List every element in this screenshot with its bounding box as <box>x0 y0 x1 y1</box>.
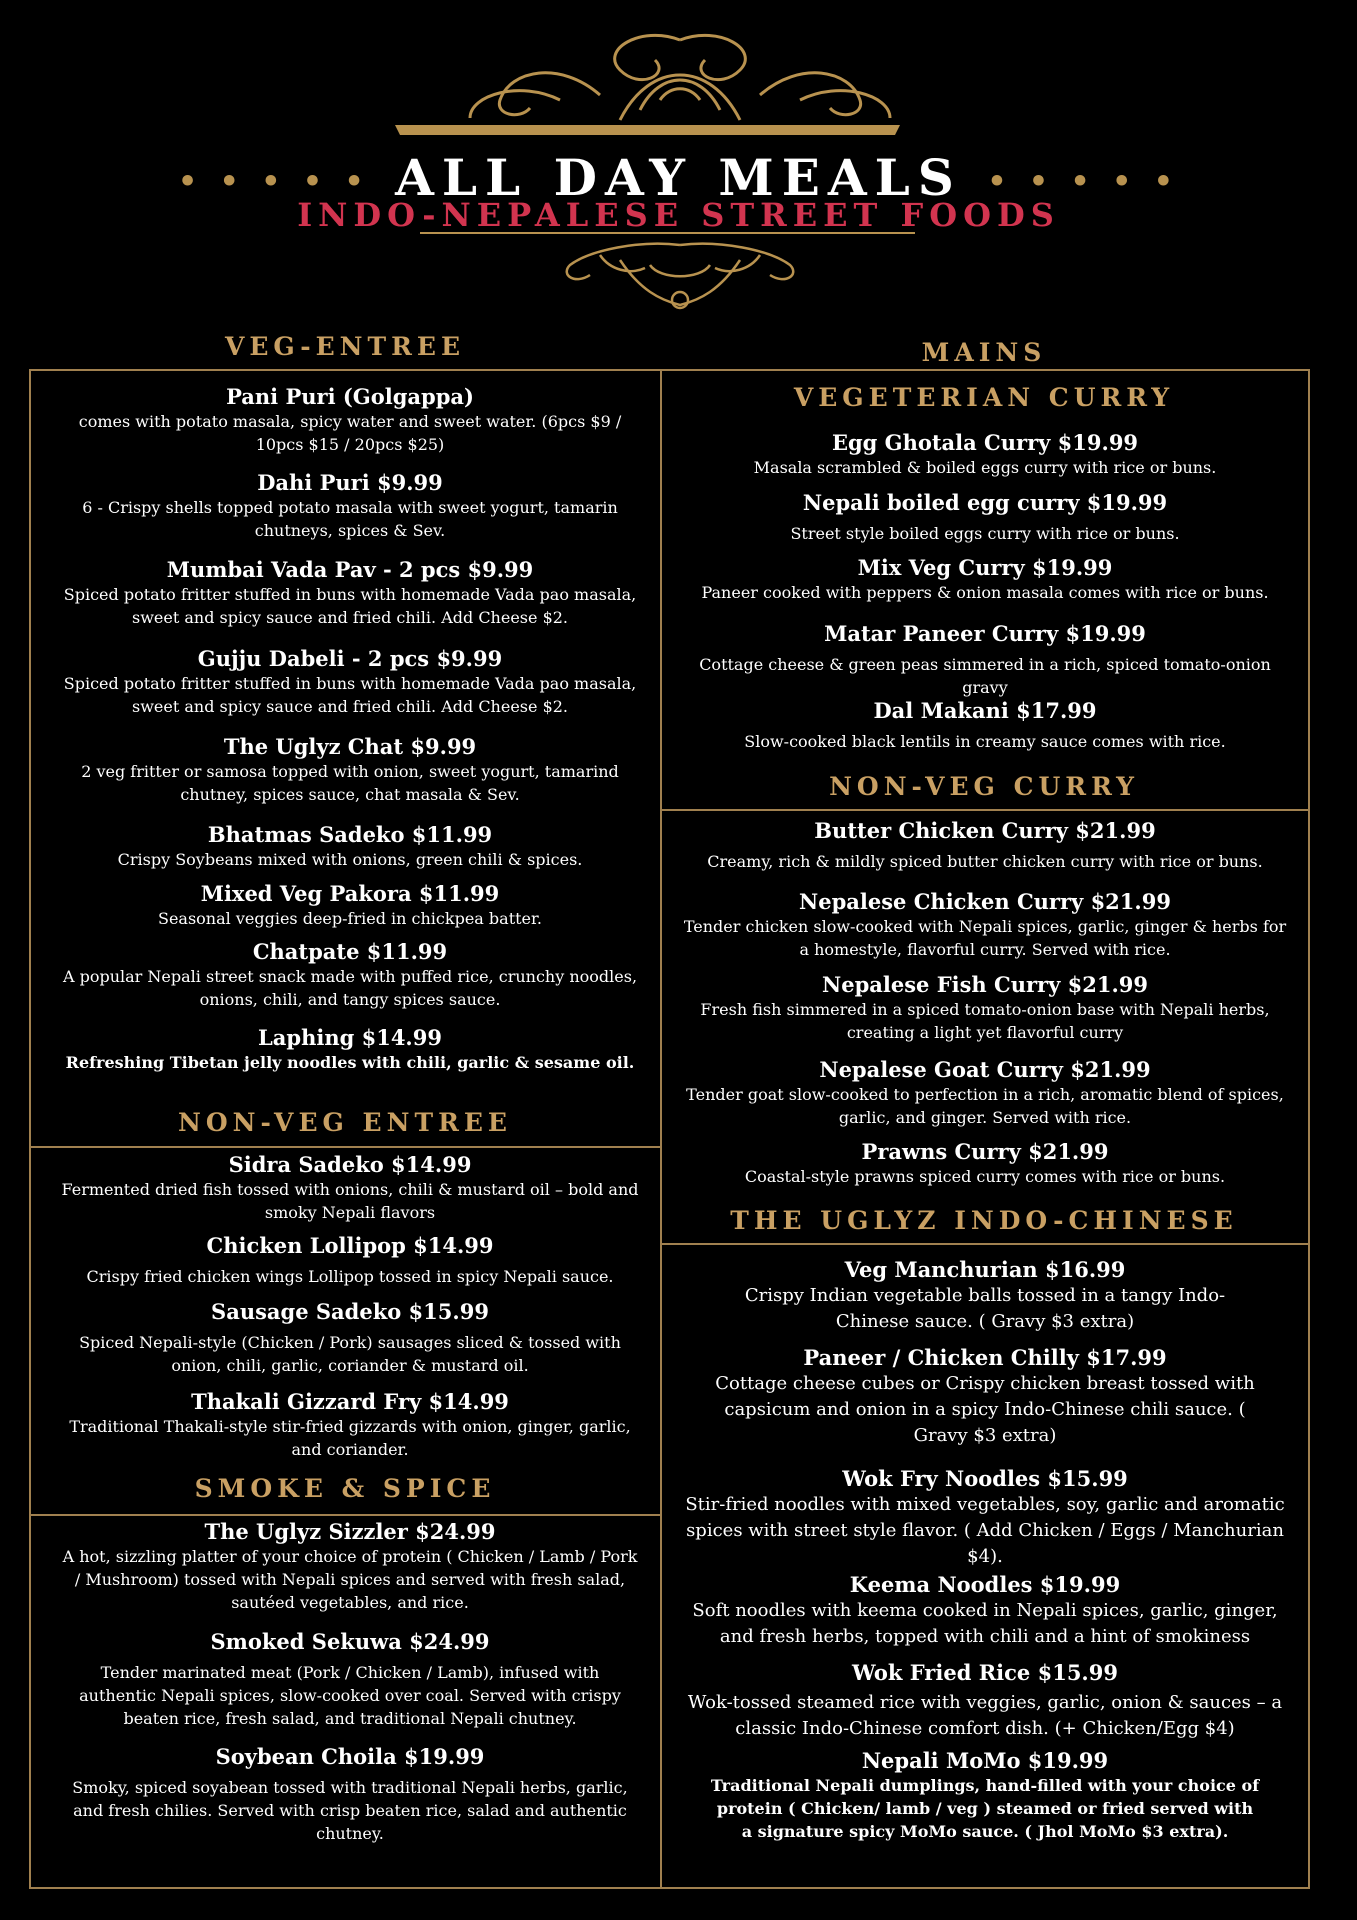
section-title-indo-chinese: THE UGLYZ INDO-CHINESE <box>730 1206 1238 1235</box>
item-description: A hot, sizzling platter of your choice of protein ( Chicken / Lamb / Pork / Mushroom) tossed with Nepali spices and served with fresh salad, sautéed vegetables, and rice. <box>62 1547 638 1612</box>
menu-item-dal-makani <box>680 698 1290 753</box>
section-title-non-veg-entree: NON-VEG ENTREE <box>178 1108 512 1137</box>
item-description: Tender marinated meat (Pork / Chicken / Lamb), infused with authentic Nepali spices, slow-cooked over coal. Served with crispy beaten rice, fresh salad, and traditional Nepali chutney. <box>79 1663 621 1728</box>
item-name: Soybean Choila $19.99 <box>215 1744 485 1769</box>
item-name: Nepali MoMo $19.99 <box>861 1748 1109 1773</box>
menu-item-bhatmas-sadeko <box>60 822 640 871</box>
menu-header <box>0 0 1357 320</box>
menu-item-wok-fried-rice <box>680 1660 1290 1742</box>
item-name: Prawns Curry $21.99 <box>861 1139 1109 1164</box>
item-description: Spiced Nepali-style (Chicken / Pork) sausages sliced & tossed with onion, chili, garlic, coriander & mustard oil. <box>79 1333 621 1375</box>
section-title-vegeterian-curry: VEGETERIAN CURRY <box>793 383 1175 412</box>
menu-item-egg-ghotala-curry <box>680 430 1290 479</box>
item-description: Fermented dried fish tossed with onions, chili & mustard oil – bold and smoky Nepali flavors <box>61 1180 639 1222</box>
item-name: Mix Veg Curry $19.99 <box>857 555 1113 580</box>
item-name: Paneer / Chicken Chilly $17.99 <box>803 1345 1167 1370</box>
menu-item-nepali-momo <box>680 1748 1290 1843</box>
menu-item-nepali-boiled-egg-curry <box>680 490 1290 545</box>
title-dots-left: • • • • • <box>178 164 370 200</box>
item-description: Traditional Nepali dumplings, hand-filled with your choice of protein ( Chicken/ lamb / veg ) steamed or fried served with a signature spicy MoMo sauce. ( Jhol MoMo $3 extra). <box>710 1776 1260 1841</box>
menu-item-mixed-veg-pakora <box>60 881 640 930</box>
divider-smoke-spice <box>29 1514 661 1516</box>
item-description: Street style boiled eggs curry with rice or buns. <box>790 524 1180 543</box>
menu-item-dahi-puri <box>60 470 640 542</box>
item-description: Tender goat slow-cooked to perfection in a rich, aromatic blend of spices, garlic, and ginger. Served with rice. <box>686 1085 1284 1127</box>
item-name: Pani Puri (Golgappa) <box>226 384 474 409</box>
item-description: comes with potato masala, spicy water and sweet water. (6pcs $9 / 10pcs $15 / 20pcs $25) <box>78 412 622 454</box>
item-description: Paneer cooked with peppers & onion masala comes with rice or buns. <box>701 583 1269 602</box>
menu-subtitle: INDO-NEPALESE STREET FOODS <box>297 196 1060 234</box>
item-name: Butter Chicken Curry $21.99 <box>814 818 1156 843</box>
item-name: Smoked Sekuwa $24.99 <box>210 1629 490 1654</box>
item-description: Tender chicken slow-cooked with Nepali spices, garlic, ginger & herbs for a homestyle, flavorful curry. Served with rice. <box>683 917 1287 959</box>
item-description: Cottage cheese & green peas simmered in a rich, spiced tomato-onion gravy <box>699 655 1271 697</box>
item-description: Fresh fish simmered in a spiced tomato-onion base with Nepali herbs, creating a light yet flavorful curry <box>700 1000 1270 1042</box>
item-name: Wok Fry Noodles $15.99 <box>842 1466 1128 1491</box>
item-description: A popular Nepali street snack made with puffed rice, crunchy noodles, onions, chili, and tangy spices sauce. <box>62 967 638 1009</box>
menu-item-keema-noodles <box>680 1572 1290 1650</box>
item-name: Chatpate $11.99 <box>252 939 448 964</box>
menu-item-prawns-curry <box>680 1139 1290 1188</box>
menu-item-chicken-lollipop <box>60 1233 640 1288</box>
item-description: Masala scrambled & boiled eggs curry with rice or buns. <box>753 458 1217 477</box>
menu-item-chatpate <box>60 939 640 1011</box>
item-name: Thakali Gizzard Fry $14.99 <box>191 1389 509 1414</box>
menu-item-veg-manchurian <box>680 1257 1290 1335</box>
item-name: Veg Manchurian $16.99 <box>844 1257 1126 1282</box>
section-title-non-veg-curry: NON-VEG CURRY <box>829 772 1139 801</box>
item-description: 6 - Crispy shells topped potato masala with sweet yogurt, tamarin chutneys, spices & Sev. <box>82 498 618 540</box>
menu-item-nepalese-chicken-curry <box>680 889 1290 961</box>
menu-item-uglyz-sizzler <box>60 1519 640 1614</box>
item-description: 2 veg fritter or samosa topped with onion, sweet yogurt, tamarind chutney, spices sauce, chat masala & Sev. <box>81 762 619 804</box>
divider-non-veg-entree <box>29 1146 661 1148</box>
item-name: Sidra Sadeko $14.99 <box>228 1152 472 1177</box>
item-description: Slow-cooked black lentils in creamy sauce comes with rice. <box>744 732 1226 751</box>
menu-item-gujju-dabeli <box>60 646 640 718</box>
item-name: Mixed Veg Pakora $11.99 <box>200 881 500 906</box>
item-description: Coastal-style prawns spiced curry comes with rice or buns. <box>744 1167 1226 1186</box>
title-dots-right: • • • • • <box>987 164 1179 200</box>
menu-item-paneer-chicken-chilly <box>680 1345 1290 1449</box>
item-description: Creamy, rich & mildly spiced butter chicken curry with rice or buns. <box>707 852 1263 871</box>
section-title-smoke-spice: SMOKE & SPICE <box>194 1474 496 1503</box>
item-description: Spiced potato fritter stuffed in buns with homemade Vada pao masala, sweet and spicy sauce and fried chili. Add Cheese $2. <box>63 585 637 627</box>
divider-indo-chinese <box>661 1243 1310 1245</box>
menu-item-nepalese-goat-curry <box>680 1057 1290 1129</box>
menu-item-butter-chicken-curry <box>680 818 1290 873</box>
item-name: Sausage Sadeko $15.99 <box>211 1299 489 1324</box>
section-title-veg-entree: VEG-ENTREE <box>224 332 466 361</box>
menu-item-mumbai-vada-pav <box>60 557 640 629</box>
item-name: Keema Noodles $19.99 <box>849 1572 1121 1597</box>
menu-item-sidra-sadeko <box>60 1152 640 1224</box>
mains-heading: MAINS <box>921 338 1047 367</box>
item-name: Gujju Dabeli - 2 pcs $9.99 <box>197 646 503 671</box>
menu-item-nepalese-fish-curry <box>680 972 1290 1044</box>
item-description: Traditional Thakali-style stir-fried gizzards with onion, ginger, garlic, and coriander. <box>69 1417 631 1459</box>
item-description: Crispy fried chicken wings Lollipop tossed in spicy Nepali sauce. <box>86 1267 614 1286</box>
item-description: Smoky, spiced soyabean tossed with traditional Nepali herbs, garlic, and fresh chilies. Served with crisp beaten rice, salad and authentic chutney. <box>72 1778 628 1843</box>
item-description: Crispy Indian vegetable balls tossed in a tangy Indo-Chinese sauce. ( Gravy $3 extra) <box>744 1285 1226 1332</box>
item-name: Bhatmas Sadeko $11.99 <box>207 822 493 847</box>
menu-item-pani-puri <box>60 384 640 456</box>
item-description: Soft noodles with keema cooked in Nepali spices, garlic, ginger, and fresh herbs, topped with chili and a hint of smokiness <box>692 1600 1278 1647</box>
menu-item-laphing <box>60 1025 640 1074</box>
item-description: Spiced potato fritter stuffed in buns with homemade Vada pao masala, sweet and spicy sauce and fried chili. Add Cheese $2. <box>63 674 637 716</box>
item-name: Chicken Lollipop $14.99 <box>206 1233 494 1258</box>
item-name: Wok Fried Rice $15.99 <box>852 1660 1118 1685</box>
menu-item-smoked-sekuwa <box>60 1629 640 1730</box>
menu-item-uglyz-chat <box>60 734 640 806</box>
menu-item-wok-fry-noodles <box>680 1466 1290 1570</box>
item-name: Egg Ghotala Curry $19.99 <box>831 430 1139 455</box>
item-description: Seasonal veggies deep-fried in chickpea batter. <box>157 909 542 928</box>
item-name: Nepali boiled egg curry $19.99 <box>802 490 1168 515</box>
item-description: Cottage cheese cubes or Crispy chicken breast tossed with capsicum and onion in a spicy Indo-Chinese chili sauce. ( Gravy $3 extra) <box>715 1373 1255 1446</box>
menu-title-text: ALL DAY MEALS <box>395 148 962 207</box>
item-name: Nepalese Goat Curry $21.99 <box>819 1057 1151 1082</box>
item-name: Laphing $14.99 <box>258 1025 442 1050</box>
item-description: Refreshing Tibetan jelly noodles with chili, garlic & sesame oil. <box>65 1053 635 1072</box>
menu-item-soybean-choila <box>60 1744 640 1845</box>
item-name: Matar Paneer Curry $19.99 <box>824 621 1146 646</box>
menu-item-matar-paneer-curry <box>680 621 1290 699</box>
column-divider <box>660 369 662 1889</box>
item-name: The Uglyz Chat $9.99 <box>223 734 477 759</box>
item-name: Mumbai Vada Pav - 2 pcs $9.99 <box>166 557 534 582</box>
item-name: The Uglyz Sizzler $24.99 <box>204 1519 496 1544</box>
item-name: Dahi Puri $9.99 <box>257 470 443 495</box>
item-description: Wok-tossed steamed rice with veggies, garlic, onion & sauces – a classic Indo-Chinese comfort dish. (+ Chicken/Egg $4) <box>687 1692 1283 1739</box>
item-name: Dal Makani $17.99 <box>873 698 1097 723</box>
item-description: Stir-fried noodles with mixed vegetables, soy, garlic and aromatic spices with street style flavor. ( Add Chicken / Eggs / Manchurian $4). <box>685 1494 1285 1567</box>
item-name: Nepalese Fish Curry $21.99 <box>822 972 1148 997</box>
item-description: Crispy Soybeans mixed with onions, green chili & spices. <box>117 850 583 869</box>
menu-item-mix-veg-curry <box>680 555 1290 604</box>
menu-item-thakali-gizzard-fry <box>60 1389 640 1461</box>
item-name: Nepalese Chicken Curry $21.99 <box>799 889 1171 914</box>
menu-item-sausage-sadeko <box>60 1299 640 1377</box>
divider-non-veg-curry <box>661 809 1310 811</box>
